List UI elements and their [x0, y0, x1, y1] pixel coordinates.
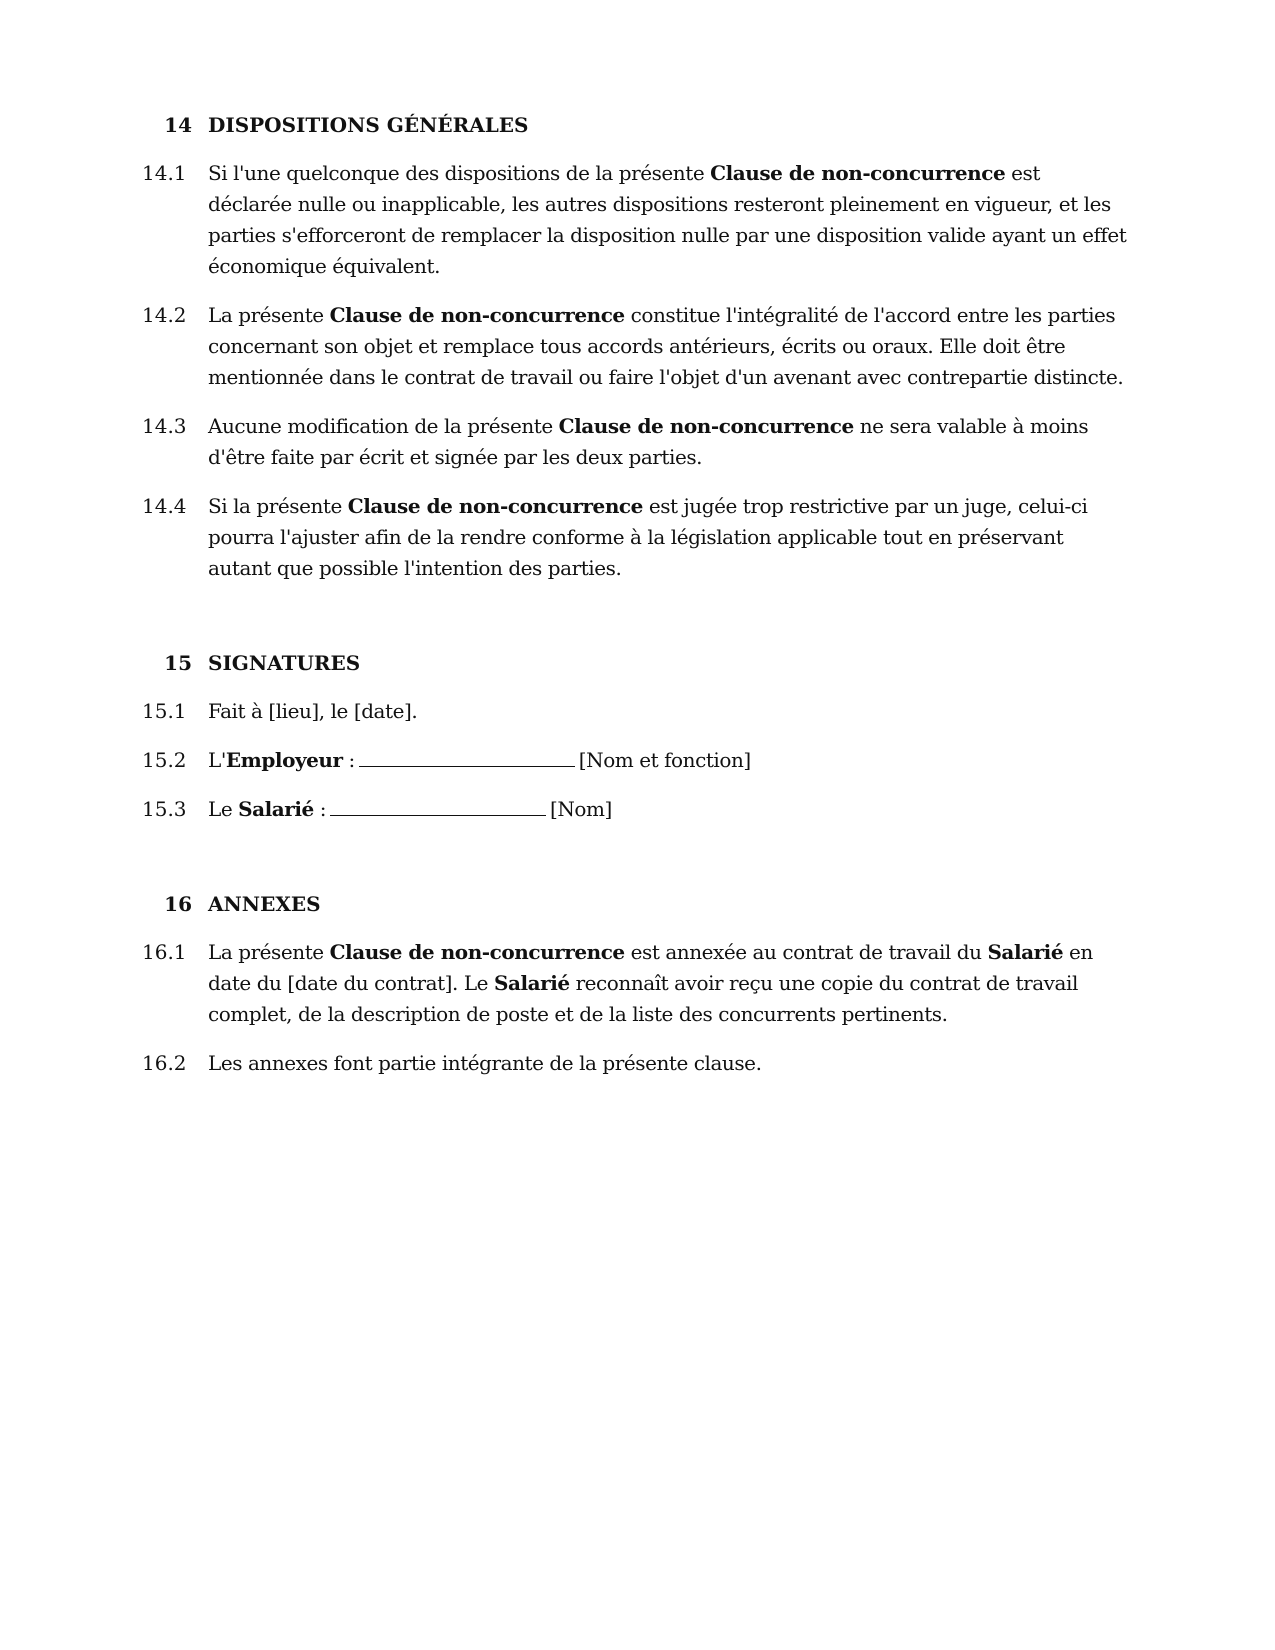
- defined-term: Salarié: [493, 971, 570, 995]
- section-heading: [142, 648, 1127, 678]
- clause-number: 14.3: [142, 414, 187, 438]
- defined-term: Salarié: [987, 940, 1064, 964]
- section-14: [142, 110, 1127, 584]
- clause-14-2: [142, 300, 1127, 393]
- clause-14-1: [142, 158, 1127, 282]
- defined-term: Clause de non-concurrence: [710, 161, 1006, 185]
- clause-number: 14.1: [142, 161, 187, 185]
- clause-number: 16.1: [142, 940, 187, 964]
- clause-number: 15.2: [142, 748, 187, 772]
- section-title: DISPOSITIONS GÉNÉRALES: [208, 113, 529, 137]
- clause-text: Le Salarié : [Nom]: [208, 797, 612, 821]
- section-number: 16: [164, 892, 192, 916]
- section-number: 15: [164, 651, 192, 675]
- clause-text: Si la présente Clause de non-concurrence est jugée trop restrictive par un juge, celui-ci pourra l'ajuster afin de la rendre conforme à la législation applicable tout en préservant autant que possible l'intention des parties.: [208, 494, 1088, 580]
- defined-term: Clause de non-concurrence: [347, 494, 643, 518]
- employer-signature-line[interactable]: [359, 766, 575, 767]
- defined-term: Clause de non-concurrence: [558, 414, 854, 438]
- clause-number: 14.4: [142, 494, 187, 518]
- clause-15-1: [142, 696, 1127, 727]
- clause-text: L'Employeur : [Nom et fonction]: [208, 748, 751, 772]
- section-15: [142, 648, 1127, 825]
- section-title: ANNEXES: [208, 892, 321, 916]
- clause-15-3: [142, 794, 1127, 825]
- section-number: 14: [164, 113, 192, 137]
- section-title: SIGNATURES: [208, 651, 361, 675]
- section-heading: [142, 889, 1127, 919]
- clause-16-2: [142, 1048, 1127, 1079]
- defined-term: Employeur: [225, 748, 343, 772]
- clause-16-1: [142, 937, 1127, 1030]
- clause-number: 15.3: [142, 797, 187, 821]
- clause-14-3: [142, 411, 1127, 473]
- clause-text: Les annexes font partie intégrante de la présente clause.: [208, 1051, 762, 1075]
- defined-term: Clause de non-concurrence: [329, 303, 625, 327]
- defined-term: Salarié: [238, 797, 314, 821]
- defined-term: Clause de non-concurrence: [329, 940, 625, 964]
- clause-text: Si l'une quelconque des dispositions de la présente Clause de non-concurrence est déclarée nulle ou inapplicable, les autres dispositions resteront pleinement en vigueur, et les parties s'efforceront de remplacer la disposition nulle par une disposition valide ayant un effet économique équivalent.: [208, 161, 1127, 278]
- clause-text: La présente Clause de non-concurrence constitue l'intégralité de l'accord entre les parties concernant son objet et remplace tous accords antérieurs, écrits ou oraux. Elle doit être mentionnée dans le contrat de travail ou faire l'objet d'un avenant avec contrepartie distincte.: [208, 303, 1124, 389]
- clause-text: Fait à [lieu], le [date].: [208, 699, 418, 723]
- section-heading: [142, 110, 1127, 140]
- clause-number: 16.2: [142, 1051, 187, 1075]
- employee-signature-line[interactable]: [330, 815, 546, 816]
- clause-text: La présente Clause de non-concurrence est annexée au contrat de travail du Salarié en date du [date du contrat]. Le Salarié reconnaît avoir reçu une copie du contrat de travail complet, de la description de poste et de la liste des concurrents pertinents.: [208, 940, 1093, 1026]
- clause-number: 15.1: [142, 699, 187, 723]
- section-16: [142, 889, 1127, 1079]
- clause-15-2: [142, 745, 1127, 776]
- clause-text: Aucune modification de la présente Clause de non-concurrence ne sera valable à moins d'être faite par écrit et signée par les deux parties.: [208, 414, 1089, 469]
- clause-14-4: [142, 491, 1127, 584]
- clause-number: 14.2: [142, 303, 187, 327]
